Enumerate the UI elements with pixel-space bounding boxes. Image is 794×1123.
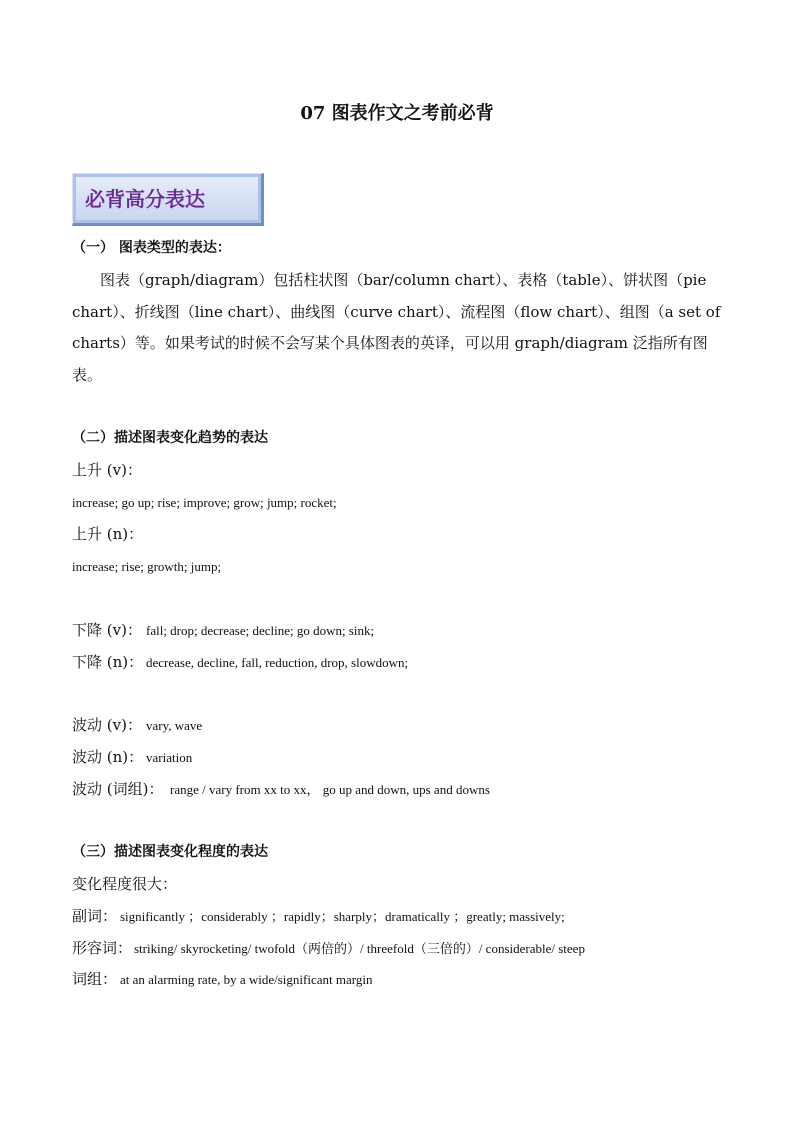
banner-label: 必背高分表达 bbox=[85, 187, 205, 211]
fall-verb-label: 下降 (v)： bbox=[72, 621, 142, 639]
adverb-words: significantly ；considerably ；rapidly；sharply；dramatically ；greatly; massively; bbox=[120, 909, 565, 924]
wave-verb-words: vary, wave bbox=[146, 718, 203, 733]
section1-paragraph-line-2: chart）、折线图（line chart）、曲线图（curve chart）、流程图（flow chart）、组图（a set of bbox=[72, 303, 721, 321]
section1-paragraph-line-3: charts）等。如果考试的时候不会写某个具体图表的英译，可以用 graph/diagram 泛指所有图 bbox=[72, 334, 708, 352]
section1-paragraph-line-1: 图表（graph/diagram）包括柱状图（bar/column chart）、表格（table）、饼状图（pie bbox=[100, 271, 707, 289]
adjective-words: striking/ skyrocketing/ twofold（两倍的）/ threefold（三倍的）/ considerable/ steep bbox=[134, 941, 585, 956]
adverb-label: 副词： bbox=[72, 907, 118, 925]
fall-verb-words: fall; drop; decrease; decline; go down; sink; bbox=[146, 623, 375, 638]
wave-noun-words: variation bbox=[146, 750, 193, 765]
rise-noun-words: increase; rise; growth; jump; bbox=[72, 559, 222, 574]
wave-noun-label: 波动 (n)： bbox=[72, 748, 144, 766]
wave-verb-label: 波动 (v)： bbox=[72, 716, 142, 734]
fall-noun-words: decrease, decline, fall, reduction, drop, slowdown; bbox=[146, 655, 409, 670]
section3-heading: （三）描述图表变化程度的表达 bbox=[72, 844, 268, 860]
adjective-label: 形容词： bbox=[72, 939, 133, 957]
wave-phrase-words: range / vary from xx to xx， go up and down, ups and downs bbox=[170, 782, 490, 797]
page-title: 07 图表作文之考前必背 bbox=[300, 103, 494, 124]
section3-intro: 变化程度很大： bbox=[72, 875, 178, 893]
section1-paragraph-line-4: 表。 bbox=[72, 366, 103, 384]
fall-noun-label: 下降 (n)： bbox=[72, 653, 144, 671]
phrase-words: at an alarming rate, by a wide/significant margin bbox=[120, 972, 373, 987]
section2-heading: （二）描述图表变化趋势的表达 bbox=[72, 430, 268, 446]
section1-heading: （一） 图表类型的表达： bbox=[72, 240, 231, 256]
phrase-label: 词组： bbox=[72, 970, 118, 988]
wave-phrase-label: 波动 (词组)： bbox=[72, 780, 164, 798]
rise-noun-label: 上升 (n)： bbox=[72, 525, 144, 543]
rise-verb-label: 上升 (v)： bbox=[72, 461, 142, 479]
rise-verb-words: increase; go up; rise; improve; grow; jump; rocket; bbox=[72, 495, 337, 510]
section-banner bbox=[72, 173, 264, 226]
